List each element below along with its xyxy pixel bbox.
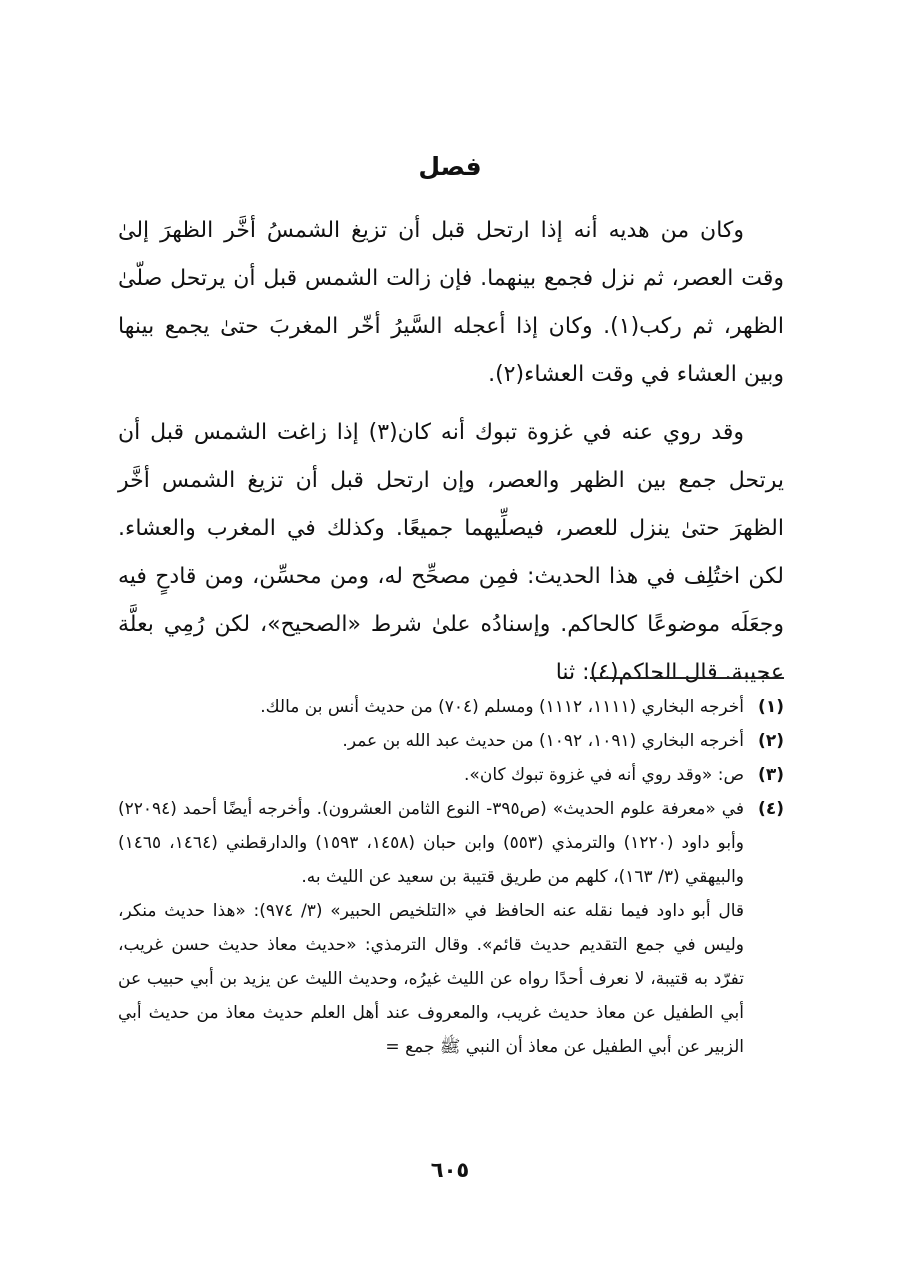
footnote xyxy=(118,724,784,758)
footnote-number: (١) xyxy=(758,697,784,717)
footnote-continuation: قال أبو داود فيما نقله عنه الحافظ في «التلخيص الحبير» (٣/ ٩٧٤): «هذا حديث منكر، وليس في جمع التقديم حديث قائم». وقال الترمذي: «حديث معاذ حديث حسن غريب، تفرّد به قتيبة، لا نعرف أحدًا رواه عن الليث غيرُه، وحديث الليث عن يزيد بن أبي حبيب عن أبي الطفيل عن معاذ حديث غريب، والمعروف عند أهل العلم حديث معاذ من حديث أبي الزبير عن أبي الطفيل عن معاذ أن النبي ﷺ جمع = xyxy=(118,901,744,1057)
footnote xyxy=(118,792,784,894)
footnote-number: (٣) xyxy=(758,765,784,785)
section-title: فصل xyxy=(418,152,482,181)
footnote-text: أخرجه البخاري (١١١١، ١١١٢) ومسلم (٧٠٤) من حديث أنس بن مالك. xyxy=(260,697,744,717)
paragraph: وقد روي عنه في غزوة تبوك أنه كان(٣) إذا زاغت الشمس قبل أن يرتحل جمع بين الظهر والعصر، وإن ارتحل قبل أن تزيغ الشمس أخَّر الظهرَ حتىٰ ينزل للعصر، فيصلِّيهما جميعًا. وكذلك في المغرب والعشاء. لكن اختُلِف في هذا الحديث: فمِن مصحِّح له، ومن محسِّن، ومن قادحٍ فيه وجعَلَه موضوعًا كالحاكم. وإسنادُه علىٰ شرط «الصحيح»، لكن رُمِي بعلَّة عجيبة. قال الحاكم(٤): ثنا xyxy=(118,420,784,685)
footnote xyxy=(118,690,784,724)
footnote-text: ص: «وقد روي أنه في غزوة تبوك كان». xyxy=(464,765,744,785)
footnotes xyxy=(118,690,784,1064)
footnote-text: في «معرفة علوم الحديث» (ص٣٩٥- النوع الثامن العشرون). وأخرجه أيضًا أحمد (٢٢٠٩٤) وأبو داود (١٢٢٠) والترمذي (٥٥٣) وابن حبان (١٤٥٨، ١٥٩٣) والدارقطني (١٤٦٤، ١٤٦٥) والبيهقي (٣/ ١٦٣)، كلهم من طريق قتيبة بن سعيد عن الليث به. xyxy=(118,799,744,887)
footnote-number: (٤) xyxy=(758,799,784,819)
page-number: ٦٠٥ xyxy=(430,1158,470,1182)
main-text xyxy=(118,207,784,697)
paragraph: وكان من هديه أنه إذا ارتحل قبل أن تزيغ الشمسُ أخَّر الظهرَ إلىٰ وقت العصر، ثم نزل فجمع بينهما. فإن زالت الشمس قبل أن يرتحل صلّىٰ الظهر، ثم ركب(١). وكان إذا أعجله السَّيرُ أخّر المغربَ حتىٰ يجمع بينها وبين العشاء في وقت العشاء(٢). xyxy=(118,218,785,387)
footnote-separator xyxy=(590,677,784,679)
footnote xyxy=(118,758,784,792)
footnote-text: أخرجه البخاري (١٠٩١، ١٠٩٢) من حديث عبد الله بن عمر. xyxy=(342,731,744,751)
footnote-number: (٢) xyxy=(758,731,784,751)
